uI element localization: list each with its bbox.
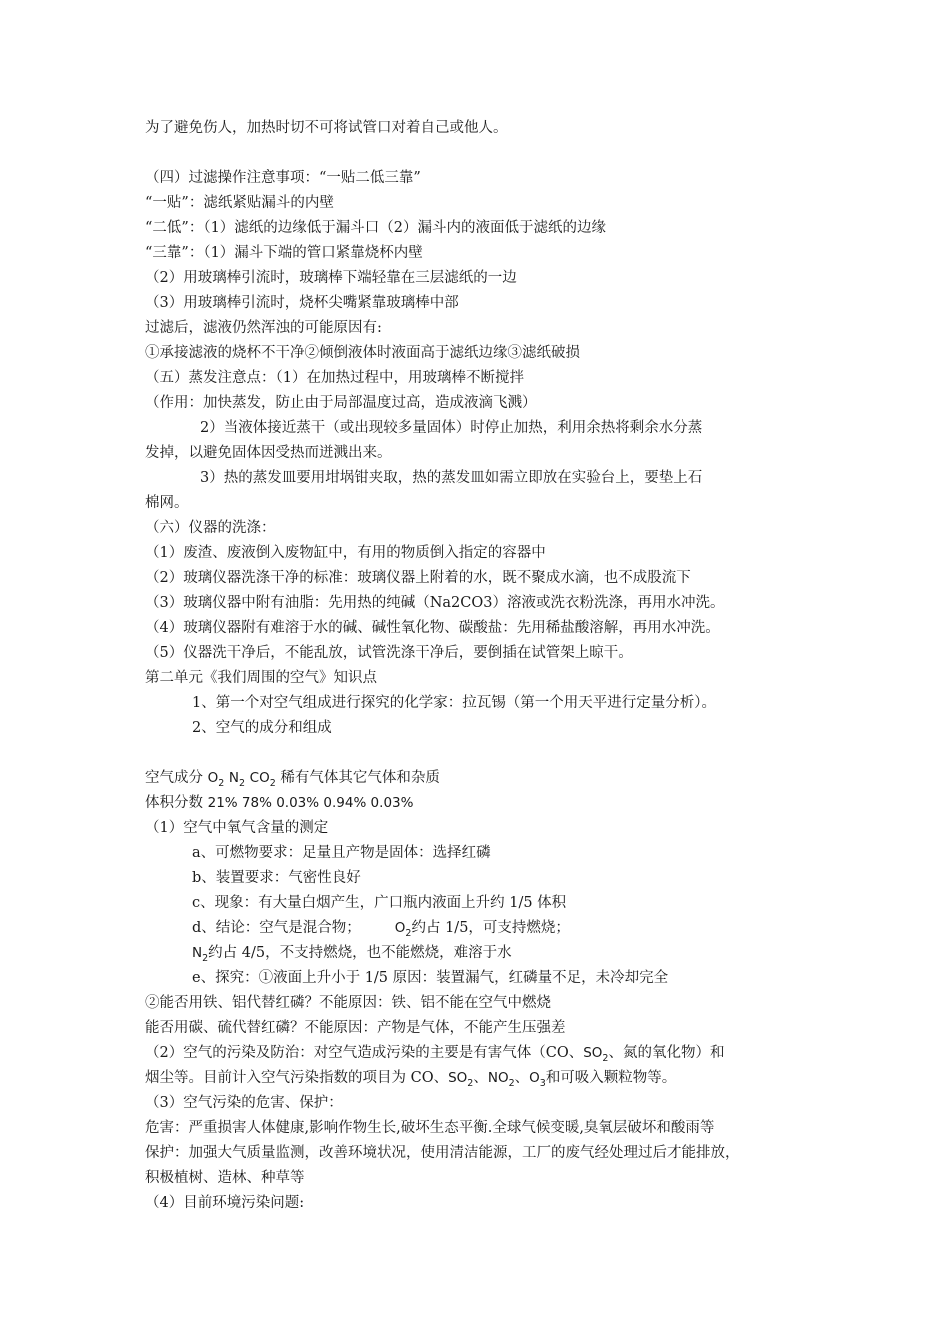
o2-formula: $O_2$ — [394, 920, 412, 939]
section-heading: （五）蒸发注意点：（1）在加热过程中，用玻璃棒不断搅拌 — [145, 370, 524, 386]
text-line: （作用：加快蒸发，防止由于局部温度过高，造成液滴飞溅） — [145, 395, 537, 411]
text-line: （1）空气中氧气含量的测定 — [145, 820, 329, 836]
text-line: 积极植树、造林、种草等 — [145, 1170, 305, 1186]
text-line: 棉网。 — [145, 495, 189, 511]
text-line: （2）玻璃仪器洗涤干净的标准：玻璃仪器上附着的水，既不聚成水滴，也不成股流下 — [145, 570, 691, 586]
text-line: 2）当液体接近蒸干（或出现较多量固体）时停止加热，利用余热将剩余水分蒸 — [200, 420, 703, 436]
text-line: （3）用玻璃棒引流时，烧杯尖嘴紧靠玻璃棒中部 — [145, 295, 459, 311]
text-line: （3）空气污染的危害、保护： — [145, 1095, 343, 1111]
volume-fraction-label: 体积分数 — [145, 795, 203, 811]
text-line: （4）目前环境污染问题: — [145, 1195, 305, 1211]
air-components-rest: 稀有气体其它气体和杂质 — [280, 770, 440, 786]
text-line: （3）玻璃仪器中附有油脂：先用热的纯碱（Na2CO3）溶液或洗衣粉洗涤，再用水冲洗。 — [145, 595, 725, 611]
text-line: “三靠”：（1）漏斗下端的管口紧靠烧杯内壁 — [145, 245, 423, 261]
section-heading: （六）仪器的洗涤： — [145, 520, 276, 536]
text-line: （2）用玻璃棒引流时，玻璃棒下端轻靠在三层滤纸的一边 — [145, 270, 517, 286]
text-line: 3）热的蒸发皿要用坩埚钳夹取，热的蒸发皿如需立即放在实验台上，要垫上石 — [200, 470, 703, 486]
text-line: “二低”：（1）滤纸的边缘低于漏斗口（2）漏斗内的液面低于滤纸的边缘 — [145, 220, 607, 236]
text-line: （4）玻璃仪器附有难溶于水的碱、碱性氧化物、碳酸盐：先用稀盐酸溶解，再用水冲洗。 — [145, 620, 720, 636]
pollution-index-line: 烟尘等。目前计入空气污染指数的项目为 CO、$SO_2$、$NO_2$、$O_3$和可吸入颗粒物等。 — [145, 1070, 677, 1089]
n2-line: $N_2$约占 4/5，不支持燃烧，也不能燃烧，难溶于水 — [192, 945, 512, 964]
section-heading: （四）过滤操作注意事项：“一贴二低三靠” — [145, 170, 421, 186]
text-line: ②能否用铁、铝代替红磷？不能原因：铁、铝不能在空气中燃烧 — [145, 995, 551, 1011]
o2-formula: $O_2$ — [207, 770, 225, 789]
volume-fraction-row — [145, 793, 413, 813]
text-line: ①承接滤液的烧杯不干净②倾倒液体时液面高于滤纸边缘③滤纸破损 — [145, 345, 580, 361]
n2-formula: $N_2$ — [228, 770, 246, 789]
conclusion-line: d、结论：空气是混合物； $O_2$约占 1/5，可支持燃烧； — [192, 920, 570, 939]
text-line: （5）仪器洗干净后，不能乱放，试管洗涤干净后，要倒插在试管架上晾干。 — [145, 645, 633, 661]
volume-fraction-values: 21% 78% 0.03% 0.94% 0.03% — [207, 795, 414, 811]
text-line: 危害：严重损害人体健康,影响作物生长,破坏生态平衡.全球气候变暖,臭氧层破坏和酸雨等 — [145, 1120, 715, 1136]
text-line: b、装置要求：气密性良好 — [192, 870, 361, 886]
text-line: 保护：加强大气质量监测，改善环境状况，使用清洁能源，工厂的废气经处理过后才能排放， — [145, 1145, 740, 1161]
text-line: 2、空气的成分和组成 — [192, 720, 332, 736]
text-line: 为了避免伤人，加热时切不可将试管口对着自己或他人。 — [145, 120, 508, 136]
unit-heading: 第二单元《我们周围的空气》知识点 — [145, 670, 377, 686]
pollution-line: （2）空气的污染及防治：对空气造成污染的主要是有害气体（CO、$SO_2$、氮的氧化物）和 — [145, 1045, 725, 1064]
air-components-row — [145, 768, 440, 794]
co2-formula: $CO_2$ — [249, 770, 276, 789]
text-line: 能否用碳、硫代替红磷？不能原因：产物是气体，不能产生压强差 — [145, 1020, 566, 1036]
n2-formula: $N_2$ — [192, 945, 209, 964]
text-line: “一贴”：滤纸紧贴漏斗的内壁 — [145, 195, 334, 211]
text-line: 过滤后，滤液仍然浑浊的可能原因有: — [145, 320, 382, 336]
text-line: 1、第一个对空气组成进行探究的化学家：拉瓦锡（第一个用天平进行定量分析）。 — [192, 695, 716, 711]
text-line: c、现象：有大量白烟产生，广口瓶内液面上升约 1/5 体积 — [192, 895, 567, 911]
text-line: e、探究：①液面上升小于 1/5 原因：装置漏气，红磷量不足，未冷却完全 — [192, 970, 669, 986]
air-components-label: 空气成分 — [145, 770, 203, 786]
text-line: 发掉，以避免固体因受热而迸溅出来。 — [145, 445, 392, 461]
text-line: a、可燃物要求：足量且产物是固体：选择红磷 — [192, 845, 491, 861]
text-line: （1）废渣、废液倒入废物缸中，有用的物质倒入指定的容器中 — [145, 545, 546, 561]
